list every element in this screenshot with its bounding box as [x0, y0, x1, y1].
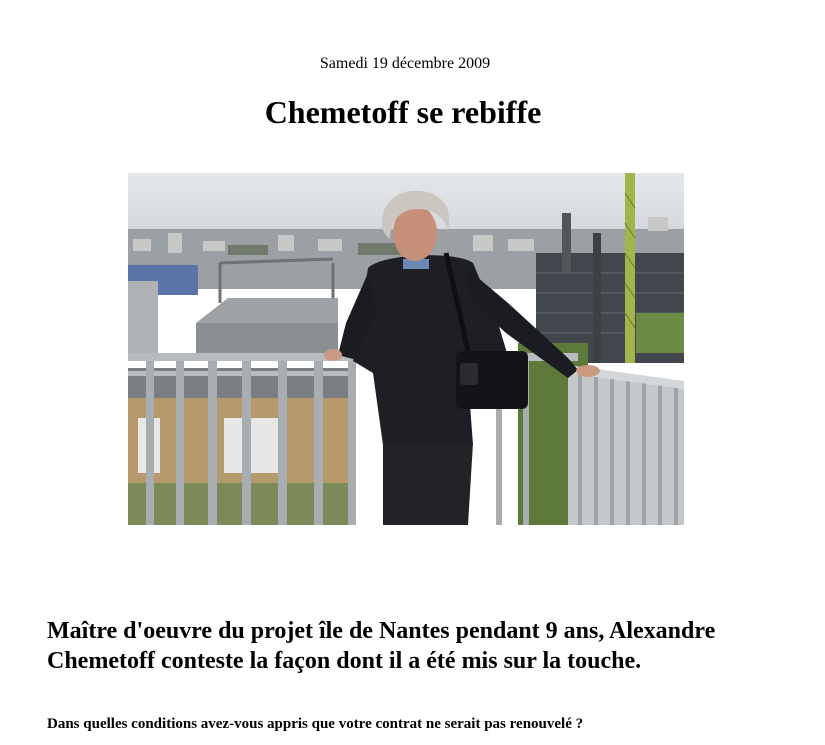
- article-title: Chemetoff se rebiffe: [264, 94, 542, 130]
- article-lead: Maître d'oeuvre du projet île de Nantes pendant 9 ans, Alexandre Chemetoff conteste la façon dont il a été mis sur la touche.: [47, 618, 716, 674]
- article-photo: [128, 173, 684, 525]
- interview-question: Dans quelles conditions avez-vous appris que votre contrat ne serait pas renouvelé ?: [47, 716, 584, 732]
- article-date: Samedi 19 décembre 2009: [319, 55, 491, 72]
